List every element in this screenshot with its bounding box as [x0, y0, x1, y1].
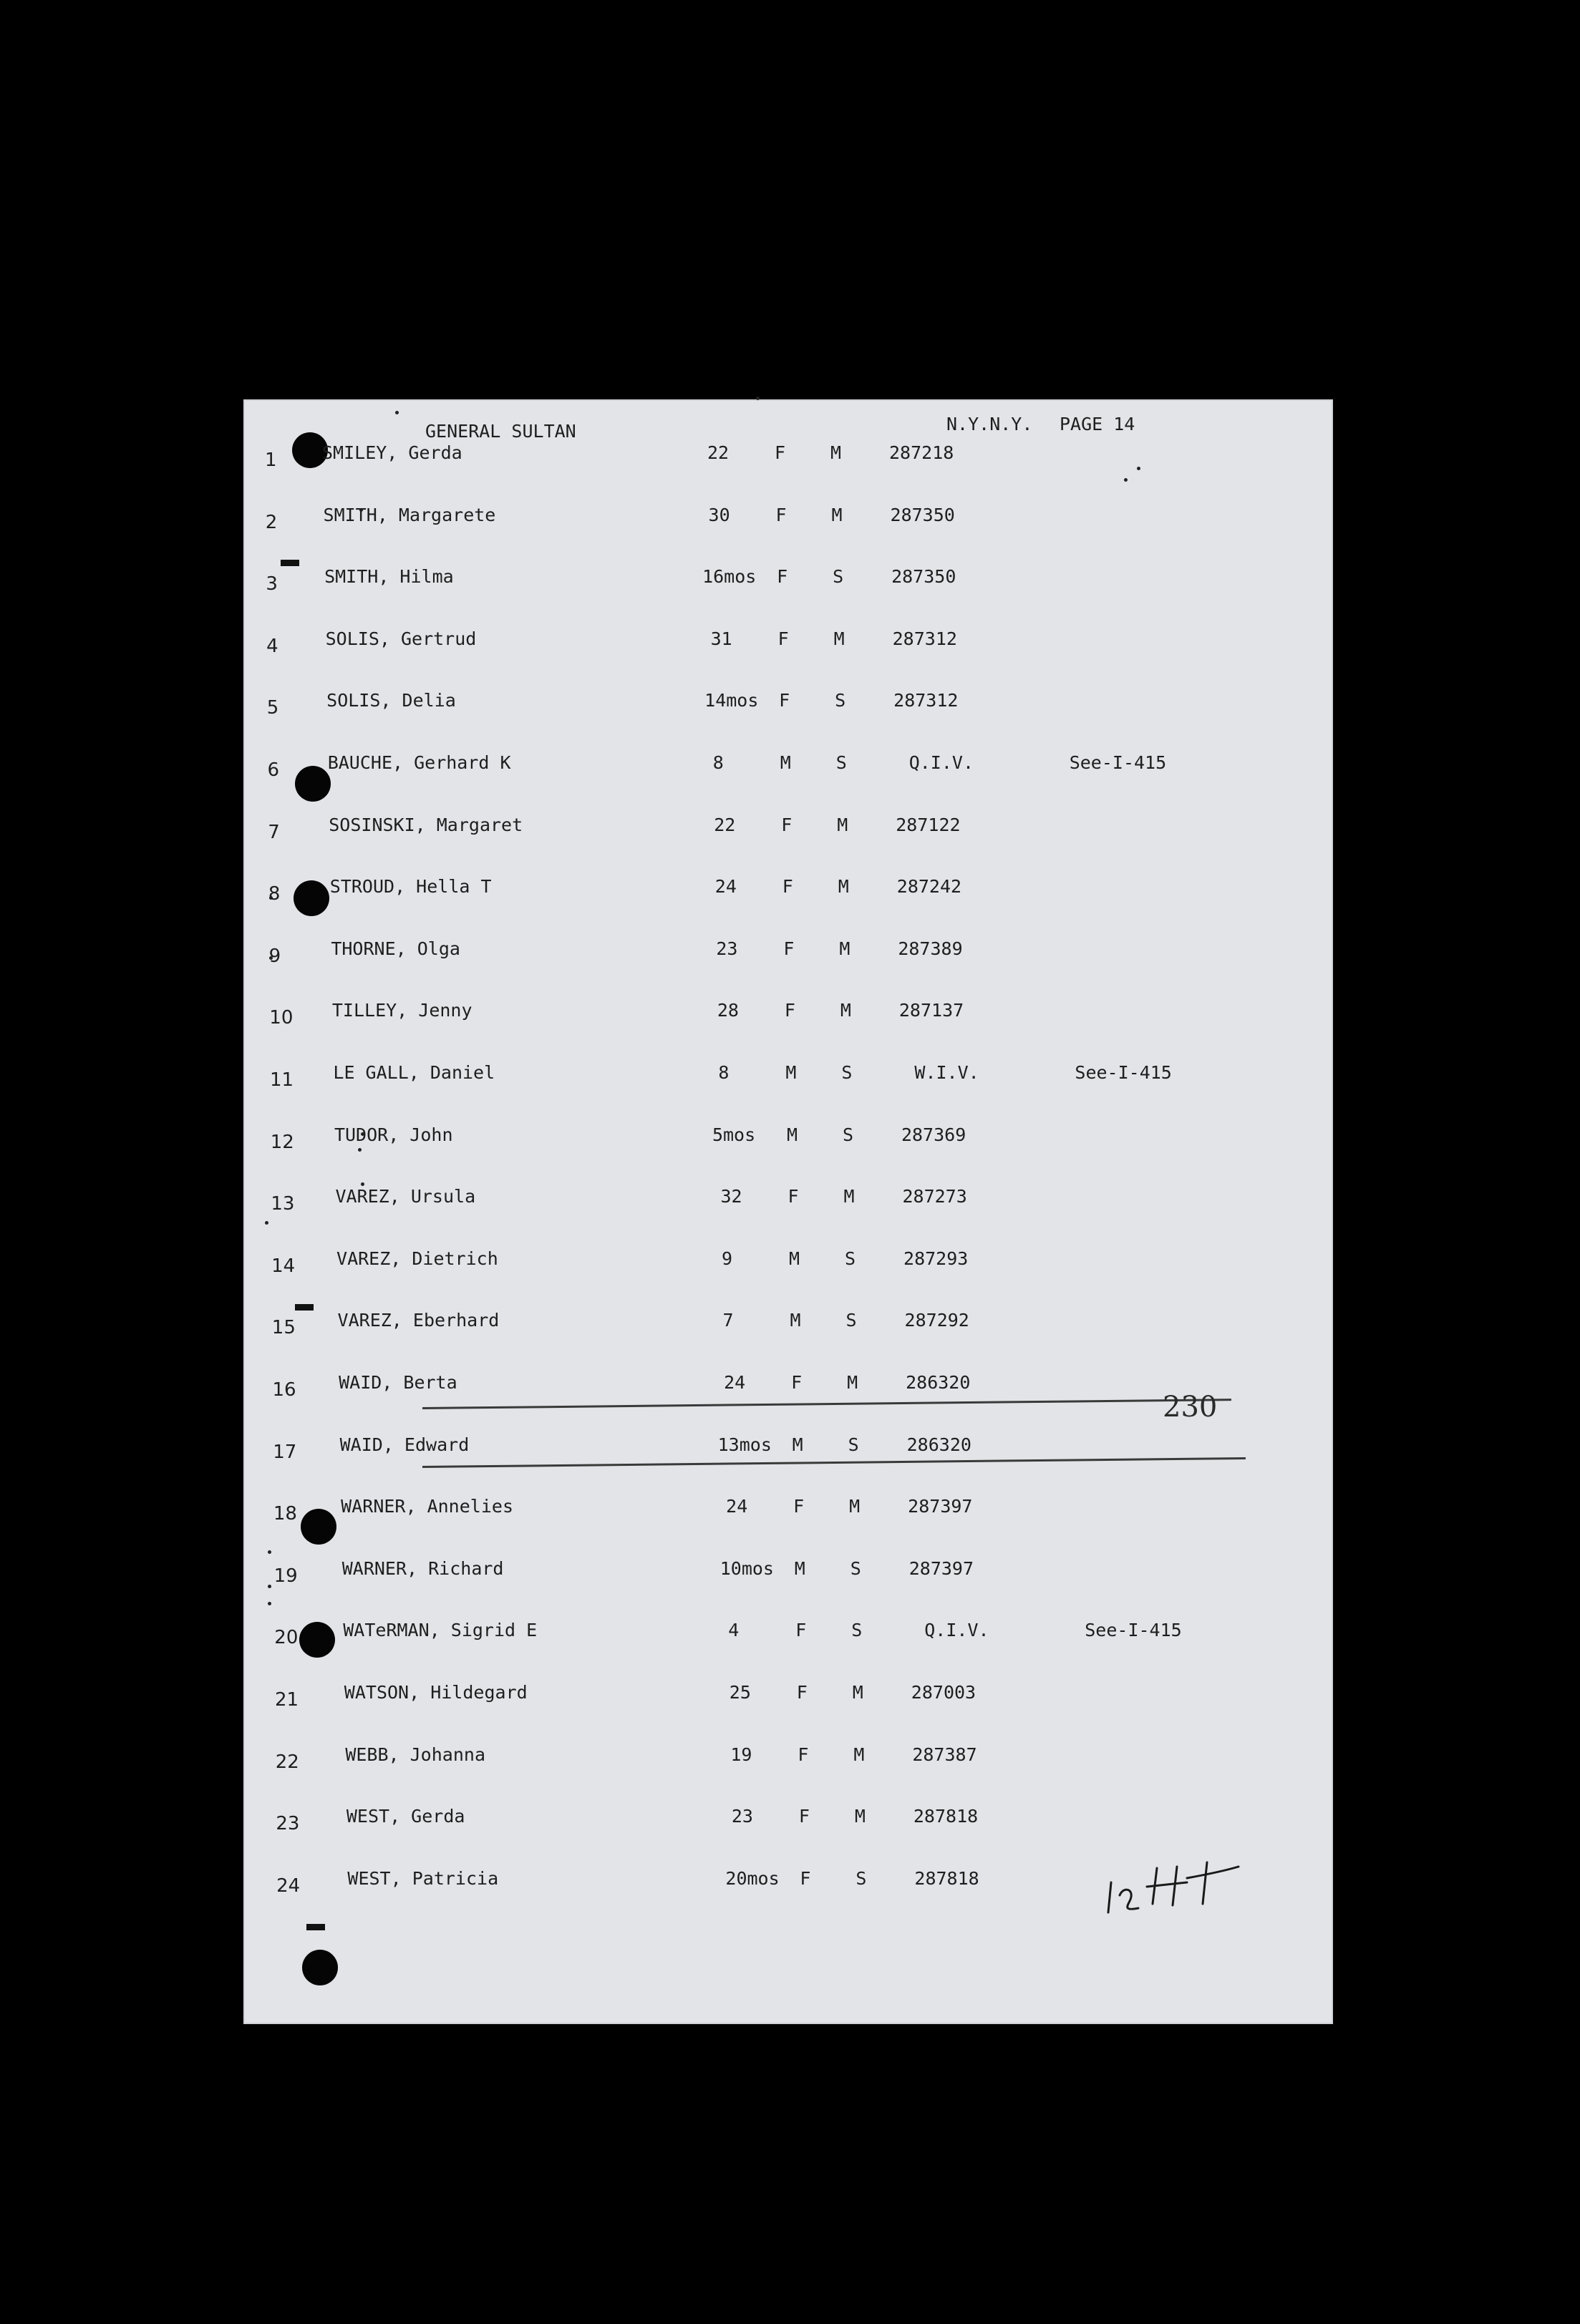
speck — [358, 1148, 362, 1152]
row-number: 9 — [268, 945, 281, 967]
cert-number: 287292 — [904, 1310, 969, 1331]
age: 8 — [712, 752, 724, 773]
row-number: 8 — [268, 883, 281, 905]
reference-note: See-I-415 — [1075, 1062, 1172, 1083]
marital-status: S — [835, 752, 847, 773]
cert-number: 287397 — [908, 1496, 973, 1517]
sex: F — [775, 442, 786, 463]
age: 4 — [728, 1620, 740, 1641]
passenger-name: VAREZ, Dietrich — [336, 1248, 498, 1269]
row-number: 21 — [275, 1689, 299, 1711]
sex: M — [794, 1557, 805, 1579]
age: 28 — [717, 1000, 739, 1021]
port-code: N.Y.N.Y. — [946, 414, 1033, 434]
cert-number: 287389 — [898, 938, 963, 959]
sex: F — [798, 1744, 809, 1765]
cert-number: 287003 — [911, 1682, 976, 1703]
punch-hole — [301, 1509, 336, 1545]
age: 24 — [726, 1496, 748, 1517]
passenger-name: VAREZ, Ursula — [335, 1186, 476, 1207]
marital-status: S — [835, 690, 846, 711]
passenger-name: VAREZ, Eberhard — [337, 1310, 500, 1331]
reference-note: See-I-415 — [1085, 1620, 1182, 1641]
sex: F — [800, 1867, 811, 1889]
marital-status: M — [847, 1372, 858, 1393]
sex: F — [777, 628, 789, 649]
sex: F — [777, 566, 788, 588]
punch-hole — [299, 1622, 335, 1658]
age: 23 — [731, 1806, 753, 1827]
sex: F — [783, 938, 795, 959]
sex: M — [789, 1248, 800, 1269]
marital-status: S — [841, 1062, 853, 1083]
row-number: 3 — [266, 573, 278, 595]
stamp-number: 230 — [1163, 1391, 1218, 1424]
speck — [268, 1585, 271, 1588]
marital-status: M — [833, 628, 845, 649]
cert-number: 287137 — [898, 1000, 964, 1021]
age: 25 — [729, 1682, 751, 1703]
row-number: 16 — [272, 1379, 296, 1401]
margin-mark — [306, 1924, 325, 1930]
sex: M — [786, 1124, 798, 1145]
passenger-name: WEST, Gerda — [346, 1806, 465, 1827]
marital-status: M — [854, 1806, 866, 1827]
row-number: 14 — [271, 1255, 296, 1277]
passenger-name: SMILEY, Gerda — [322, 442, 462, 463]
row-number: 18 — [273, 1503, 297, 1525]
marital-status: S — [833, 566, 844, 588]
passenger-name: SMITH, Hilma — [324, 566, 454, 588]
sex: F — [796, 1682, 808, 1703]
row-number: 19 — [273, 1565, 298, 1587]
handwritten-note — [1102, 1854, 1246, 1918]
row-number: 13 — [271, 1193, 295, 1215]
passenger-name: WAID, Edward — [339, 1434, 470, 1455]
row-number: 6 — [267, 759, 280, 781]
age: 22 — [707, 442, 730, 463]
sex: F — [787, 1186, 799, 1207]
passenger-name: SOLIS, Delia — [326, 690, 456, 711]
cert-number: 287387 — [912, 1744, 977, 1765]
row-number: 15 — [271, 1317, 296, 1339]
age: 24 — [724, 1372, 746, 1393]
cert-number: 286320 — [906, 1372, 971, 1393]
age: 10mos — [719, 1557, 774, 1579]
cert-number: 287818 — [913, 1806, 979, 1827]
sex: M — [792, 1434, 803, 1455]
age: 20mos — [725, 1867, 780, 1889]
passenger-name: WAID, Berta — [339, 1372, 457, 1393]
marital-status: S — [856, 1867, 867, 1889]
passenger-name: WARNER, Annelies — [341, 1496, 513, 1517]
cert-number: 287293 — [903, 1248, 969, 1269]
marital-status: M — [839, 938, 850, 959]
age: 30 — [708, 504, 730, 525]
cert-number: 287369 — [901, 1124, 966, 1145]
sex: F — [775, 504, 787, 525]
age: 22 — [714, 814, 736, 835]
speck — [268, 1602, 271, 1605]
row-number: 1 — [265, 449, 277, 471]
cert-number: W.I.V. — [914, 1062, 979, 1083]
cert-number: 286320 — [906, 1434, 971, 1455]
row-number: 5 — [266, 697, 279, 719]
marital-status: S — [851, 1620, 863, 1641]
row-number: 12 — [270, 1131, 294, 1153]
sex: M — [790, 1310, 801, 1331]
marital-status: S — [845, 1310, 857, 1331]
row-number: 4 — [266, 635, 278, 657]
passenger-name: SOSINSKI, Margaret — [329, 814, 523, 835]
sex: F — [798, 1806, 810, 1827]
age: 24 — [714, 876, 737, 898]
marital-status: M — [853, 1744, 865, 1765]
cert-number: 287312 — [893, 690, 959, 711]
speck — [756, 397, 760, 400]
marital-status: M — [838, 876, 849, 898]
punch-hole — [294, 880, 329, 916]
marital-status: S — [845, 1248, 856, 1269]
margin-mark — [295, 1304, 314, 1311]
passenger-name: WEST, Patricia — [347, 1867, 499, 1889]
document-page — [243, 399, 1333, 2024]
cert-number: 287312 — [892, 628, 957, 649]
marital-status: M — [852, 1682, 863, 1703]
strike-line — [422, 1399, 1231, 1409]
marital-status: M — [849, 1496, 861, 1517]
cert-number: 287273 — [902, 1186, 967, 1207]
margin-mark — [281, 560, 299, 566]
cert-number: Q.I.V. — [908, 752, 974, 773]
cert-number: 287818 — [914, 1867, 979, 1889]
cert-number: 287350 — [890, 504, 955, 525]
sex: F — [782, 876, 793, 898]
marital-status: S — [842, 1124, 853, 1145]
sex: F — [793, 1496, 805, 1517]
row-number: 11 — [270, 1069, 294, 1091]
reference-note: See-I-415 — [1069, 752, 1167, 773]
cert-number: 287218 — [889, 442, 954, 463]
passenger-name: TUDOR, John — [334, 1124, 453, 1145]
row-number: 7 — [268, 821, 280, 843]
age: 31 — [710, 628, 732, 649]
page-label: PAGE 14 — [1060, 414, 1135, 434]
passenger-name: WEBB, Johanna — [345, 1744, 485, 1765]
cert-number: 287122 — [896, 814, 961, 835]
cert-number: 287397 — [908, 1557, 974, 1579]
sex: F — [781, 814, 793, 835]
speck — [1124, 478, 1128, 482]
passenger-name: LE GALL, Daniel — [333, 1062, 495, 1083]
age: 32 — [720, 1186, 742, 1207]
cert-number: Q.I.V. — [924, 1620, 989, 1641]
strike-line — [422, 1457, 1246, 1468]
age: 9 — [722, 1248, 733, 1269]
speck — [265, 1221, 268, 1225]
age: 7 — [722, 1310, 734, 1331]
age: 23 — [716, 938, 738, 959]
punch-hole — [295, 766, 331, 802]
passenger-name: SOLIS, Gertrud — [325, 628, 477, 649]
passenger-name: WARNER, Richard — [341, 1557, 504, 1579]
sex: F — [779, 690, 790, 711]
row-number: 2 — [265, 511, 278, 533]
marital-status: S — [848, 1434, 859, 1455]
age: 19 — [730, 1744, 752, 1765]
row-number: 17 — [273, 1441, 297, 1463]
age: 16mos — [702, 566, 757, 588]
marital-status: S — [850, 1557, 861, 1579]
passenger-name: THORNE, Olga — [331, 938, 460, 959]
row-number: 20 — [274, 1627, 299, 1649]
marital-status: M — [843, 1186, 855, 1207]
punch-hole — [302, 1950, 338, 1985]
passenger-name: SMITH, Margarete — [323, 504, 496, 525]
speck — [1137, 467, 1140, 470]
sex: M — [785, 1062, 797, 1083]
sex: F — [784, 1000, 795, 1021]
marital-status: M — [830, 442, 842, 463]
sex: F — [791, 1372, 803, 1393]
ship-name: GENERAL SULTAN — [425, 421, 576, 442]
passenger-name: WATSON, Hildegard — [344, 1682, 528, 1703]
passenger-name: TILLEY, Jenny — [331, 1000, 472, 1021]
age: 5mos — [712, 1124, 756, 1145]
cert-number: 287350 — [891, 566, 956, 588]
age: 14mos — [704, 690, 759, 711]
row-number: 10 — [269, 1007, 294, 1029]
cert-number: 287242 — [896, 876, 962, 898]
passenger-name: WATeRMAN, Sigrid E — [343, 1620, 538, 1641]
passenger-name: BAUCHE, Gerhard K — [327, 752, 511, 773]
speck — [395, 411, 399, 414]
marital-status: M — [837, 814, 848, 835]
marital-status: M — [840, 1000, 851, 1021]
speck — [268, 1550, 271, 1554]
row-number: 24 — [276, 1875, 301, 1897]
row-number: 23 — [276, 1813, 300, 1835]
marital-status: M — [831, 504, 843, 525]
sex: F — [795, 1620, 807, 1641]
age: 8 — [718, 1062, 730, 1083]
age: 13mos — [717, 1434, 772, 1455]
passenger-name: STROUD, Hella T — [329, 876, 492, 898]
sex: M — [780, 752, 791, 773]
row-number: 22 — [275, 1751, 299, 1773]
